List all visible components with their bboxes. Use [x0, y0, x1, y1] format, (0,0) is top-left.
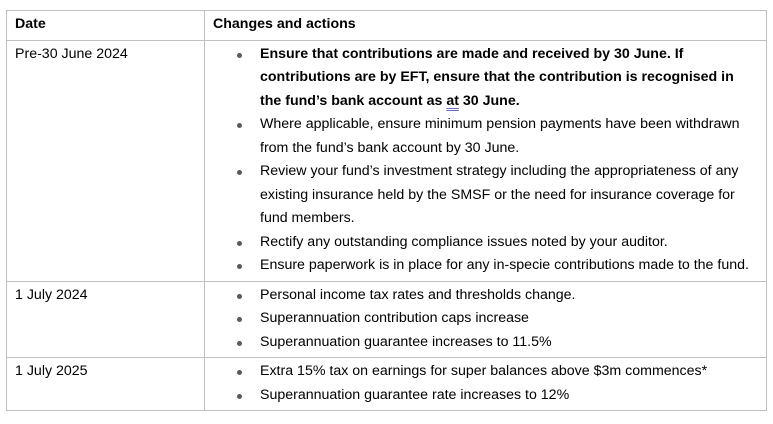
list-item: Review your fund’s investment strategy including the appropriateness of any existing insurance held by the SMSF or the need for insurance coverage for fund members. — [213, 160, 758, 231]
bullet-list — [213, 284, 758, 355]
underlined-word: at — [446, 92, 459, 109]
header-row — [7, 11, 767, 41]
bullet-list — [213, 360, 758, 407]
row-actions — [205, 40, 767, 281]
table-row — [7, 358, 767, 411]
list-item: Ensure paperwork is in place for any in-specie contributions made to the fund. — [213, 254, 758, 278]
list-item: Superannuation guarantee increases to 11.5% — [213, 331, 758, 355]
list-item: Rectify any outstanding compliance issues noted by your auditor. — [213, 231, 758, 255]
list-item: Superannuation guarantee rate increases to 12% — [213, 384, 758, 408]
table-row — [7, 281, 767, 358]
list-item: Extra 15% tax on earnings for super balances above $3m commences* — [213, 360, 758, 384]
row-actions — [205, 358, 767, 411]
list-item: Where applicable, ensure minimum pension payments have been withdrawn from the fund’s bank account by 30 June. — [213, 113, 758, 160]
list-item: Ensure that contributions are made and received by 30 June. If contributions are by EFT, ensure that the contribution is recognised in the fund’s bank account as at 30 June. — [213, 43, 758, 114]
changes-header: Changes and actions — [205, 11, 767, 41]
row-actions — [205, 281, 767, 358]
date-header: Date — [7, 11, 205, 41]
row-date: Pre-30 June 2024 — [7, 40, 205, 281]
row-date: 1 July 2025 — [7, 358, 205, 411]
bullet-list — [213, 43, 758, 278]
schedule-table — [6, 10, 767, 411]
row-date: 1 July 2024 — [7, 281, 205, 358]
list-item: Personal income tax rates and thresholds change. — [213, 284, 758, 308]
list-item: Superannuation contribution caps increase — [213, 307, 758, 331]
table-row — [7, 40, 767, 281]
